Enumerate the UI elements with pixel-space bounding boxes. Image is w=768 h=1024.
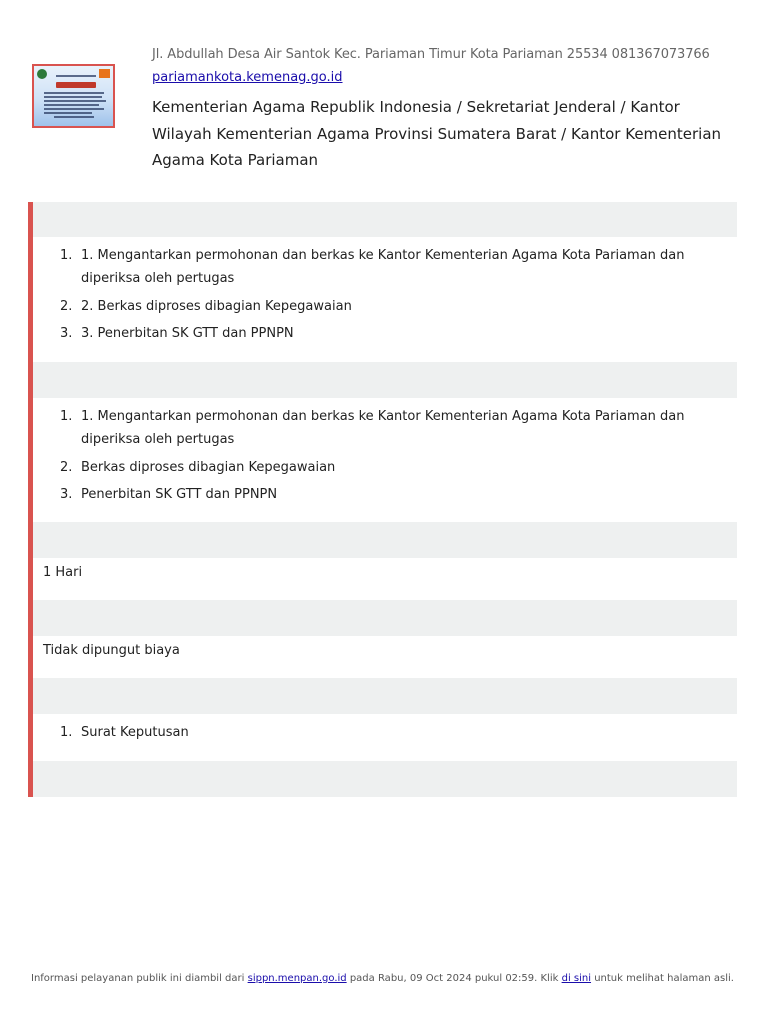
list-item xyxy=(33,483,737,506)
footer-text: untuk melihat halaman asli. xyxy=(594,973,734,984)
product-list xyxy=(33,721,737,749)
badge-icon xyxy=(99,69,110,78)
list-item-text: 1. Mengantarkan permohonan dan berkas ke Kantor Kementerian Agama Kota Pariaman dan diperiksa oleh pertugas xyxy=(81,409,685,447)
list-number: 1. xyxy=(60,725,73,740)
list-item xyxy=(33,405,737,451)
list-item-text: 1. Mengantarkan permohonan dan berkas ke Kantor Kementerian Agama Kota Pariaman dan diperiksa oleh pertugas xyxy=(81,248,685,286)
section-header-bar xyxy=(33,522,737,558)
service-duration: 1 Hari xyxy=(43,565,83,580)
poster-line xyxy=(56,75,96,77)
section-header-bar xyxy=(33,678,737,714)
procedure-list-1 xyxy=(33,244,737,350)
poster-line xyxy=(44,96,102,98)
page-header xyxy=(0,0,768,190)
procedure-list-2 xyxy=(33,405,737,511)
emblem-icon xyxy=(37,69,47,79)
footer-text: pada Rabu, 09 Oct 2024 pukul 02:59. Klik xyxy=(349,973,559,984)
list-item xyxy=(33,295,737,318)
poster-line xyxy=(44,104,99,106)
service-cost: Tidak dipungut biaya xyxy=(43,643,180,658)
poster-title-stripe xyxy=(56,82,96,88)
list-item-text: 3. Penerbitan SK GTT dan PPNPN xyxy=(81,326,294,341)
list-item xyxy=(33,244,737,290)
original-page-link[interactable]: di sini xyxy=(561,973,592,984)
poster-line xyxy=(44,92,104,94)
office-address: Jl. Abdullah Desa Air Santok Kec. Pariaman Timur Kota Pariaman 25534 081367073766 xyxy=(152,47,710,62)
source-footer xyxy=(31,973,734,984)
list-item-text: Penerbitan SK GTT dan PPNPN xyxy=(81,487,278,502)
list-number: 3. xyxy=(60,326,73,341)
poster-line xyxy=(44,112,92,114)
list-item-text: Berkas diproses dibagian Kepegawaian xyxy=(81,459,336,475)
list-number: 1. xyxy=(60,248,73,263)
footer-text: Informasi pelayanan publik ini diambil dari xyxy=(31,973,245,984)
section-header-bar xyxy=(33,761,737,797)
organization-breadcrumb: Kementerian Agama Republik Indonesia / Sekretariat Jenderal / Kantor Wilayah Kementerian Agama Provinsi Sumatera Barat / Kantor Kementerian Agama Kota Pariaman xyxy=(152,98,722,169)
section-header-bar xyxy=(33,600,737,636)
list-number: 1. xyxy=(60,409,73,424)
list-item xyxy=(33,721,737,744)
poster-line xyxy=(44,100,106,102)
service-poster-thumbnail xyxy=(32,64,115,128)
list-number: 2. xyxy=(60,298,73,314)
list-number: 3. xyxy=(60,487,73,502)
list-item-text: Surat Keputusan xyxy=(81,725,189,740)
poster-line xyxy=(44,108,104,110)
website-link[interactable]: pariamankota.kemenag.go.id xyxy=(152,70,343,85)
poster-line xyxy=(54,116,94,118)
list-item-text: 2. Berkas diproses dibagian Kepegawaian xyxy=(81,298,352,314)
service-detail-panel xyxy=(28,202,737,797)
list-number: 2. xyxy=(60,459,73,475)
source-link[interactable]: sippn.menpan.go.id xyxy=(247,973,347,984)
list-item xyxy=(33,322,737,345)
section-header-bar xyxy=(33,362,737,398)
list-item xyxy=(33,456,737,479)
section-header-bar xyxy=(33,202,737,237)
